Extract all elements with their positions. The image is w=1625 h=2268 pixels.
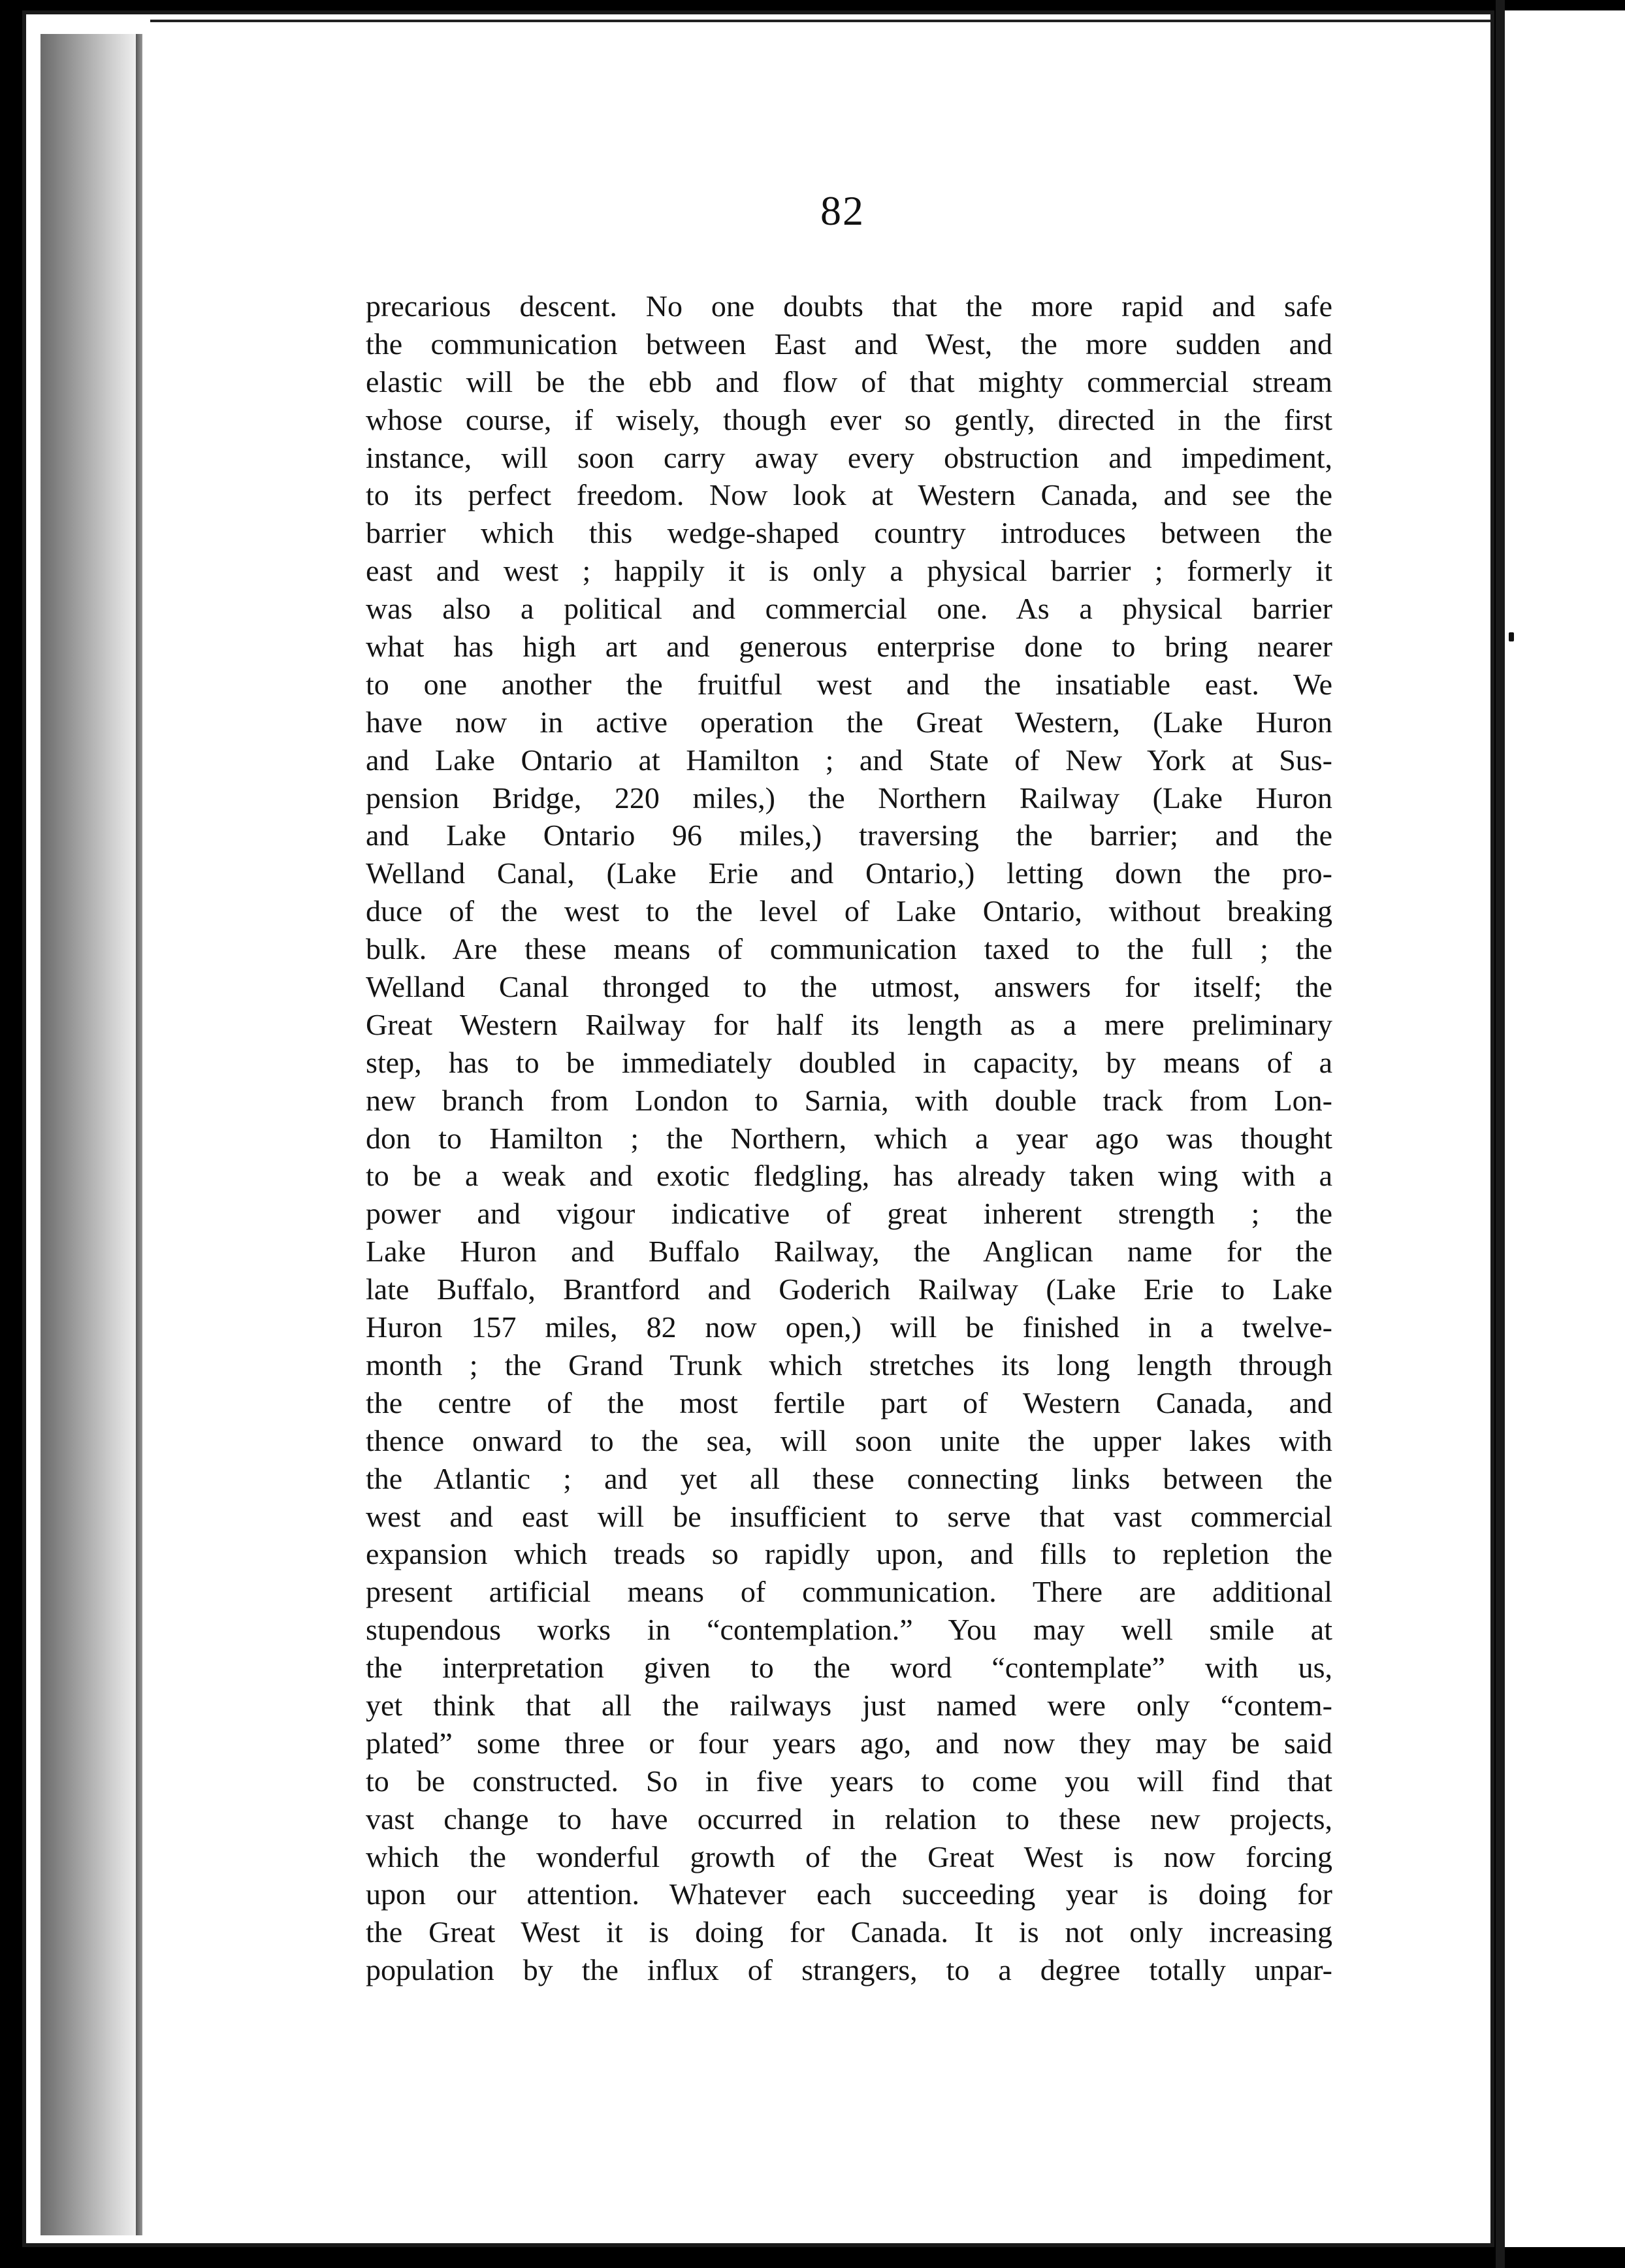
text-line: Welland Canal thronged to the utmost, answers for itself; the (366, 970, 1332, 1004)
text-line: the Great West it is doing for Canada. It is not only increasing (366, 1915, 1332, 1949)
text-line: month ; the Grand Trunk which stretches its long length through (366, 1348, 1332, 1382)
top-border-rule (150, 20, 1490, 22)
text-line: thence onward to the sea, will soon unite the upper lakes with (366, 1423, 1332, 1457)
text-line: Lake Huron and Buffalo Railway, the Anglican name for the (366, 1235, 1332, 1269)
text-line: to one another the fruitful west and the insatiable east. We (366, 667, 1332, 701)
text-line: upon our attention. Whatever each succeeding year is doing for (366, 1877, 1332, 1911)
text-line: new branch from London to Sarnia, with double track from Lon- (366, 1083, 1332, 1117)
facing-page-separator (1496, 0, 1505, 2268)
text-line: to its perfect freedom. Now look at Western Canada, and see the (366, 478, 1332, 512)
text-line: present artificial means of communication. There are additional (366, 1575, 1332, 1609)
text-line: bulk. Are these means of communication taxed to the full ; the (366, 932, 1332, 966)
text-line: duce of the west to the level of Lake Ontario, without breaking (366, 894, 1332, 928)
text-line: late Buffalo, Brantford and Goderich Railway (Lake Erie to Lake (366, 1272, 1332, 1306)
text-line: was also a political and commercial one. As a physical barrier (366, 592, 1332, 626)
binding-gutter-shadow (40, 34, 136, 2235)
text-line: the communication between East and West, the more sudden and (366, 327, 1332, 361)
body-text-block (366, 287, 1332, 1989)
text-line: which the wonderful growth of the Great West is now forcing (366, 1839, 1332, 1873)
margin-speck (1509, 632, 1514, 641)
text-line: don to Hamilton ; the Northern, which a year ago was thought (366, 1121, 1332, 1155)
text-line: vast change to have occurred in relation to these new projects, (366, 1802, 1332, 1836)
text-line: and Lake Ontario 96 miles,) traversing the barrier; and the (366, 818, 1332, 852)
text-line: Welland Canal, (Lake Erie and Ontario,) letting down the pro- (366, 856, 1332, 890)
text-line: the Atlantic ; and yet all these connecting links between the (366, 1461, 1332, 1495)
text-line: what has high art and generous enterprise done to bring nearer (366, 630, 1332, 664)
text-line: power and vigour indicative of great inherent strength ; the (366, 1197, 1332, 1231)
text-line: to be constructed. So in five years to come you will find that (366, 1764, 1332, 1798)
text-line: whose course, if wisely, though ever so gently, directed in the first (366, 402, 1332, 436)
text-line: and Lake Ontario at Hamilton ; and State of New York at Sus- (366, 743, 1332, 777)
text-line: plated” some three or four years ago, and now they may be said (366, 1726, 1332, 1760)
page-number: 82 (820, 187, 865, 234)
text-line: have now in active operation the Great Western, (Lake Huron (366, 705, 1332, 739)
text-line: pension Bridge, 220 miles,) the Northern Railway (Lake Huron (366, 781, 1332, 815)
text-line: expansion which treads so rapidly upon, and fills to repletion the (366, 1537, 1332, 1571)
text-line: step, has to be immediately doubled in capacity, by means of a (366, 1045, 1332, 1079)
text-line: the centre of the most fertile part of Western Canada, and (366, 1385, 1332, 1419)
text-line: Great Western Railway for half its length as a mere preliminary (366, 1007, 1332, 1041)
text-line: stupendous works in “contemplation.” You may well smile at (366, 1613, 1332, 1647)
text-line: instance, will soon carry away every obstruction and impediment, (366, 440, 1332, 474)
text-line: population by the influx of strangers, to a degree totally unpar- (366, 1953, 1332, 1987)
text-line: barrier which this wedge-shaped country introduces between the (366, 516, 1332, 550)
text-line: west and east will be insufficient to serve that vast commercial (366, 1499, 1332, 1533)
facing-page-edge (1505, 10, 1625, 2247)
gutter-edge (136, 34, 142, 2235)
text-line: Huron 157 miles, 82 now open,) will be finished in a twelve- (366, 1310, 1332, 1344)
text-line: the interpretation given to the word “contemplate” with us, (366, 1651, 1332, 1685)
text-line: to be a weak and exotic fledgling, has already taken wing with a (366, 1159, 1332, 1193)
text-line: east and west ; happily it is only a physical barrier ; formerly it (366, 554, 1332, 588)
text-line: elastic will be the ebb and flow of that mighty commercial stream (366, 364, 1332, 398)
text-line: yet think that all the railways just named were only “contem- (366, 1688, 1332, 1722)
text-line: precarious descent. No one doubts that the more rapid and safe (366, 289, 1332, 323)
